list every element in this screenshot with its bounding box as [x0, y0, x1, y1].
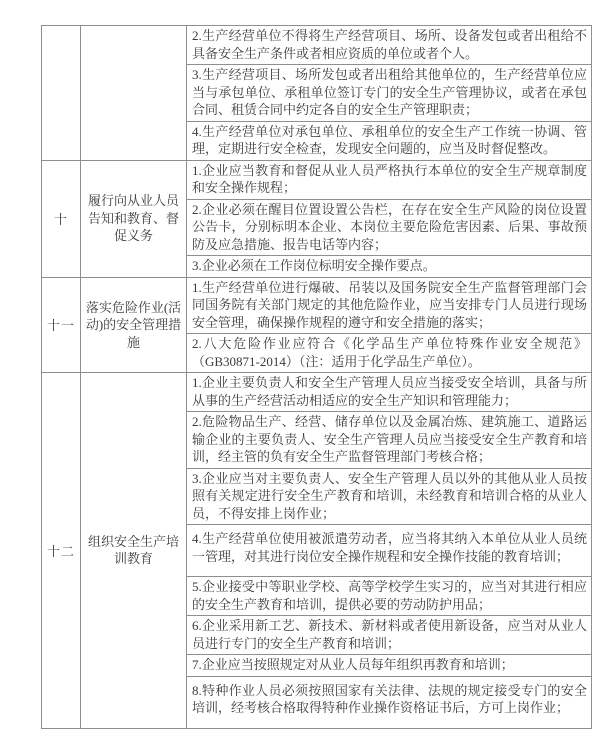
- row-number-cell: [42, 26, 81, 160]
- regulation-item-text: 8.特种作业人员必须按照国家有关法律、法规的规定接受专门的安全培训，经考核合格取得特种作业操作资格证书后，方可上岗作业；: [187, 676, 591, 728]
- content-items: [187, 278, 591, 373]
- content-items: [187, 373, 591, 728]
- regulation-item-text: 3.企业必须在工作岗位标明安全操作要点。: [187, 255, 591, 277]
- regulation-item-text: 3.企业应当对主要负责人、安全生产管理人员以外的其他从业人员按照有关规定进行安全生产教育和培训，未经教育和培训合格的从业人员，不得安排上岗作业；: [187, 468, 591, 525]
- regulation-item-text: 7.企业应当按照规定对从业人员每年组织再教育和培训；: [187, 654, 591, 676]
- regulation-item-text: 3.生产经营项目、场所发包或者出租给其他单位的，生产经营单位应当与承包单位、承租单位签订专门的安全生产管理协议，或者在承包合同、租赁合同中约定各自的安全生产管理职责；: [187, 64, 591, 121]
- regulation-table: [41, 25, 592, 729]
- regulation-item-text: 2.生产经营单位不得将生产经营项目、场所、设备发包或者出租给不具备安全生产条件或者相应资质的单位或者个人。: [192, 28, 587, 61]
- row-number-cell: 十二: [42, 373, 81, 728]
- row-number-cell: 十: [42, 161, 81, 277]
- table-group-row-12: [42, 372, 591, 728]
- regulation-item-text: 4.生产经营单位对承包单位、承租单位的安全生产工作统一协调、管理，定期进行安全检查，发现安全问题的，应当及时督促整改。: [187, 121, 591, 160]
- table-group-row-10: [42, 160, 591, 277]
- regulation-item-text: 6.企业采用新工艺、新技术、新材料或者使用新设备，应当对从业人员进行专门的安全生产教育和培训；: [187, 615, 591, 654]
- row-category-cell: 履行向从业人员告知和教育、督促义务: [81, 161, 187, 277]
- regulation-item-text: 1.企业应当教育和督促从业人员严格执行本单位的安全生产规章制度和安全操作规程；: [192, 162, 587, 195]
- regulation-item-text: 4.生产经营单位使用被派遣劳动者，应当将其纳入本单位从业人员统一管理，对其进行岗位安全操作规程和安全操作技能的教育培训；: [187, 524, 591, 576]
- table-group-row-11: [42, 277, 591, 373]
- regulation-item-text: 2.八大危险作业应符合《化学品生产单位特殊作业安全规范》（GB30871-2014）（注：适用于化学品生产单位）。: [187, 333, 591, 372]
- content-items: [187, 161, 591, 277]
- row-category-cell: [81, 26, 187, 160]
- regulation-item-text: 2.企业必须在醒目位置设置公告栏，在存在安全生产风险的岗位设置公告卡，分别标明本企业、本岗位主要危险危害因素、后果、事故预防及应急措施、报告电话等内容；: [187, 199, 591, 256]
- regulation-item-text: 2.危险物品生产、经营、储存单位以及金属冶炼、建筑施工、道路运输企业的主要负责人、安全生产管理人员应当接受安全生产教育和培训，经主管的负有安全生产监督管理部门考核合格；: [187, 411, 591, 468]
- row-category-cell: 组织安全生产培训教育: [81, 373, 187, 728]
- regulation-item-text: 5.企业接受中等职业学校、高等学校学生实习的，应当对其进行相应的安全生产教育和培训，提供必要的劳动防护用品；: [187, 576, 591, 615]
- content-items: [187, 26, 591, 160]
- row-number-cell: 十一: [42, 278, 81, 373]
- table-group-row-continuation: [42, 26, 591, 160]
- regulation-item-text: 1.企业主要负责人和安全生产管理人员应当接受安全培训，具备与所从事的生产经营活动相适应的安全生产知识和管理能力；: [192, 375, 587, 408]
- row-category-cell: 落实危险作业(活动)的安全管理措施: [81, 278, 187, 373]
- regulation-item-text: 1.生产经营单位进行爆破、吊装以及国务院安全生产监督管理部门会同国务院有关部门规定的其他危险作业，应当安排专门人员进行现场安全管理，确保操作规程的遵守和安全措施的落实；: [192, 279, 587, 330]
